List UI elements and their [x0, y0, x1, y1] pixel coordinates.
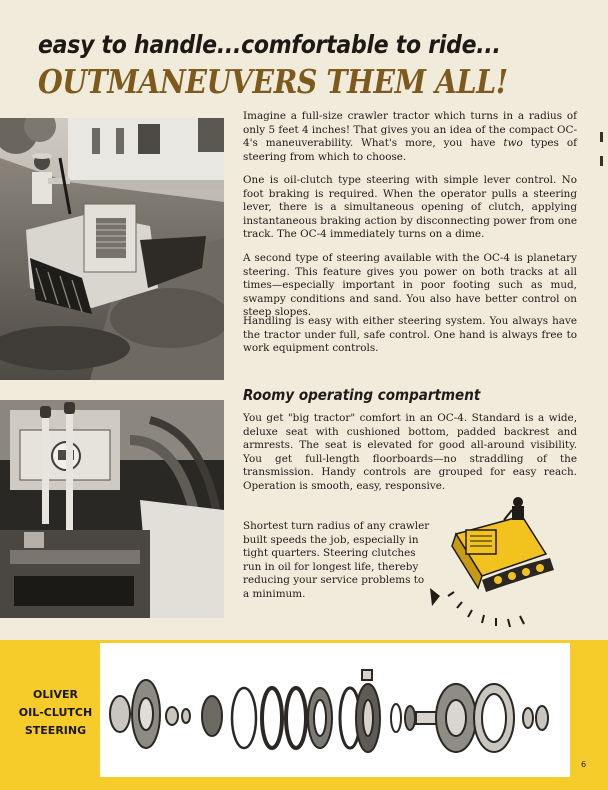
- page-number: 6: [581, 760, 587, 769]
- operator-compartment-photo: [0, 400, 224, 618]
- margin-mark: [600, 132, 603, 142]
- intro-text-b: types of steering from which to choose.: [243, 137, 577, 163]
- label-line-2: OIL-CLUTCH: [18, 706, 93, 719]
- headline-tagline: easy to handle...comfortable to ride...: [38, 30, 501, 59]
- clutch-exploded-illustration: [100, 656, 570, 766]
- handling-text: Handling is easy with either steering system. You always have the tractor under full, safe control. One hand is always free to work equipment controls.: [243, 315, 577, 355]
- compartment-paragraph: [243, 412, 577, 494]
- margin-mark: [600, 156, 603, 166]
- intro-emphasis: two: [503, 137, 523, 150]
- turn-radius-caption: Shortest turn radius of any crawler built speeds the job, especially in tight quarters. Steering clutches run in oil for longest life, thereby reducing your service problems to a minimum.: [243, 520, 430, 600]
- oil-clutch-paragraph: [243, 174, 577, 242]
- oil-clutch-label: [8, 686, 103, 740]
- compartment-text: You get "big tractor" comfort in an OC-4. Standard is a wide, deluxe seat with cushioned bottom, padded backrest and armrests. The seat is elevated for good all-around visibility. You get full-length floorboards—no straddling of the transmission. Handy controls are grouped for easy reach. Operation is smooth, easy, responsive.: [243, 412, 577, 492]
- label-line-1: OLIVER: [33, 688, 78, 701]
- handling-paragraph: [243, 315, 577, 356]
- tractor-worksite-photo: [0, 118, 224, 380]
- headline-main: OUTMANEUVERS THEM ALL!: [38, 62, 508, 101]
- oil-clutch-text: One is oil-clutch type steering with simple lever control. No foot braking is required. When the operator pulls a steering lever, there is a simultaneous opening of clutch, applying instantaneous braking action by disconnecting power from one track. The OC-4 immediately turns on a dime.: [243, 174, 577, 241]
- label-line-3: STEERING: [24, 724, 87, 737]
- compartment-heading: Roomy operating compartment: [243, 386, 481, 404]
- intro-text-a: Imagine a full-size crawler tractor which turns in a radius of only 5 feet 4 inches! That gives you an idea of the compact OC-4's maneuverability. What's more, you have: [243, 110, 578, 150]
- turning-tractor-illustration: [426, 484, 576, 634]
- steering-intro-paragraph: [243, 110, 577, 164]
- planetary-paragraph: [243, 252, 577, 320]
- planetary-text: A second type of steering available with the OC-4 is planetary steering. This feature gives you power on both tracks at all times—especially important in poor footing such as mud, swampy conditions and sand. You also have better control on steep slopes.: [243, 252, 577, 319]
